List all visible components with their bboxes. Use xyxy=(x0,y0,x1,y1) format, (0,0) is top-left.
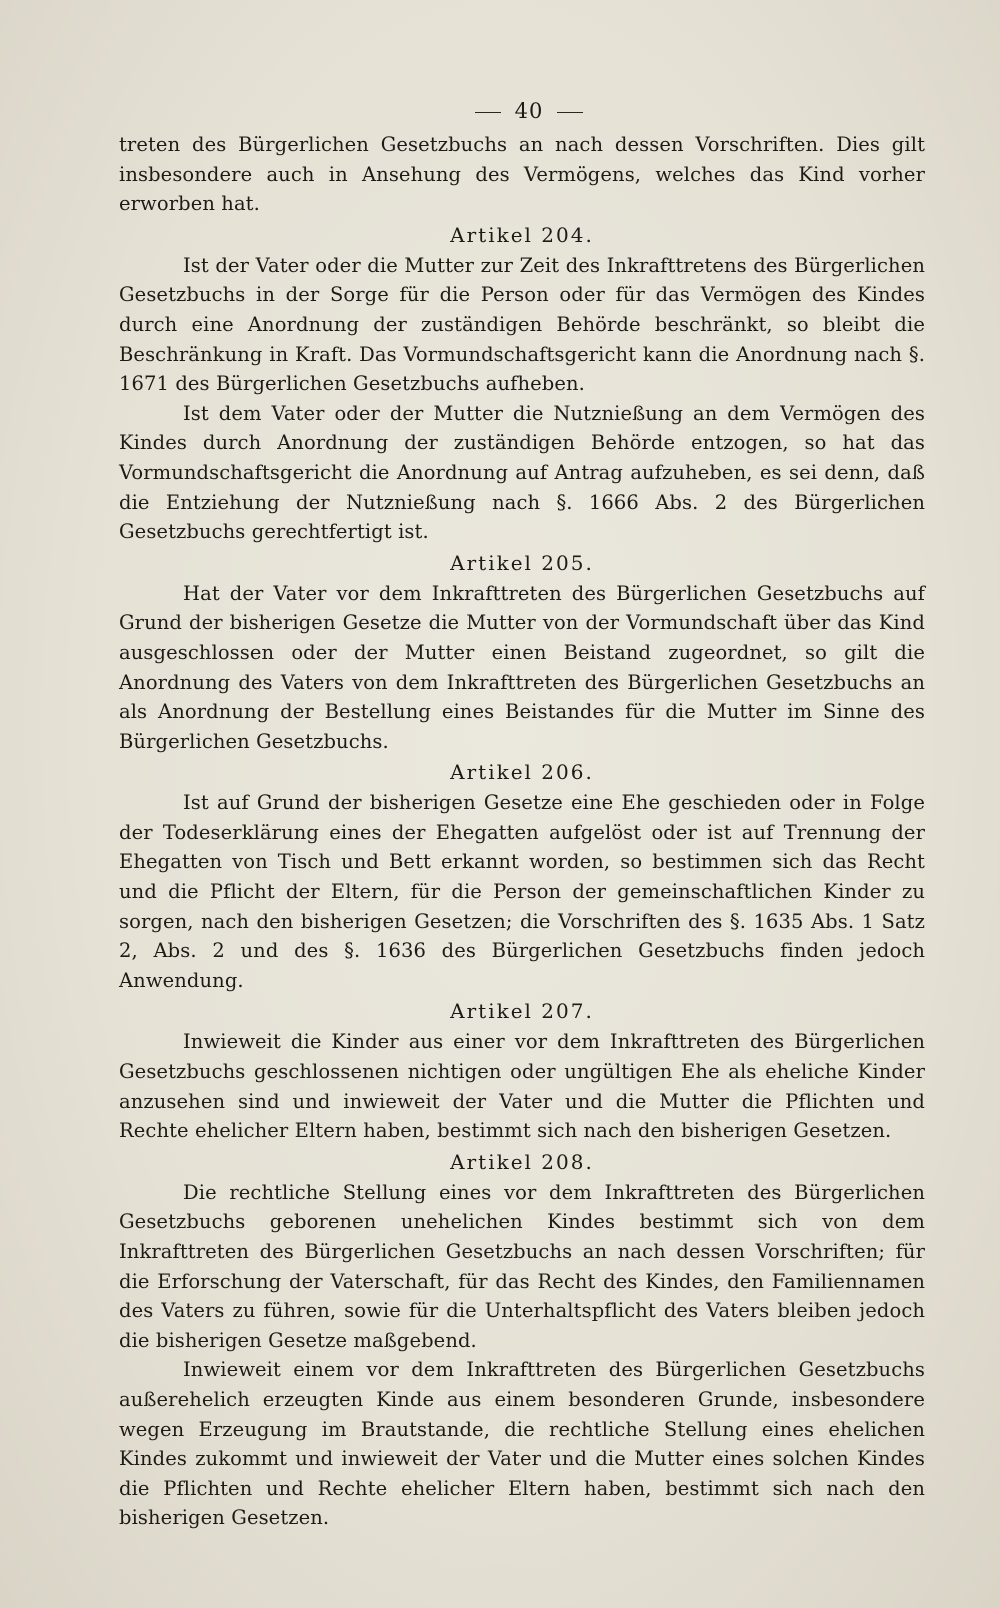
article-heading-205: Artikel 205. xyxy=(450,550,594,575)
article-heading-208: Artikel 208. xyxy=(450,1149,594,1174)
article-heading-207: Artikel 207. xyxy=(450,999,594,1024)
paragraph: Ist auf Grund der bisherigen Gesetze eine Ehe geschieden oder in Folge der Todeserklärung eines der Ehegatten aufgelöst oder ist auf Trennung der Ehegatten von Tisch und Bett erkannt worden, so bestimmen sich das Recht und die Pflicht der Eltern, für die Person der gemeinschaftlichen Kinder zu sorgen, nach den bisherigen Gesetzen; die Vorschriften des §. 1635 Abs. 1 Satz 2, Abs. 2 und des §. 1636 des Bürgerlichen Gesetzbuchs finden jedoch Anwendung. xyxy=(119,791,925,992)
paragraph: Hat der Vater vor dem Inkrafttreten des Bürgerlichen Gesetzbuchs auf Grund der bisherigen Gesetze die Mutter von der Vormundschaft über das Kind ausgeschlossen oder der Mutter einen Beistand zugeordnet, so gilt die Anordnung des Vaters von dem Inkrafttreten des Bürgerlichen Gesetzbuchs an als Anordnung der Bestellung eines Beistandes für die Mutter im Sinne des Bürgerlichen Gesetzbuchs. xyxy=(119,581,925,753)
paragraph: Inwieweit einem vor dem Inkrafttreten des Bürgerlichen Gesetzbuchs außerehelich erzeugten Kinde aus einem besonderen Grunde, insbesondere wegen Erzeugung im Brautstande, die rechtliche Stellung eines ehelichen Kindes zukommt und inwieweit der Vater und die Mutter eines solchen Kindes die Pflichten und Rechte ehelicher Eltern haben, bestimmt sich nach den bisherigen Gesetzen. xyxy=(119,1358,925,1530)
paragraph: Ist der Vater oder die Mutter zur Zeit des Inkrafttretens des Bürgerlichen Gesetzbuchs in der Sorge für die Person oder für das Vermögen des Kindes durch eine Anordnung der zuständigen Behörde beschränkt, so bleibt die Beschränkung in Kraft. Das Vormundschaftsgericht kann die Anordnung nach §. 1671 des Bürgerlichen Gesetzbuchs aufheben. xyxy=(119,253,925,396)
paragraph: Ist dem Vater oder der Mutter die Nutznießung an dem Vermögen des Kindes durch Anordnung der zuständigen Behörde entzogen, so hat das Vormundschaftsgericht die Anordnung auf Antrag aufzuheben, es sei denn, daß die Entziehung der Nutznießung nach §. 1666 Abs. 2 des Bürgerlichen Gesetzbuchs gerechtfertigt ist. xyxy=(119,401,925,544)
paragraph: Die rechtliche Stellung eines vor dem Inkrafttreten des Bürgerlichen Gesetzbuchs geborenen unehelichen Kindes bestimmt sich von dem Inkrafttreten des Bürgerlichen Gesetzbuchs an nach dessen Vorschriften; für die Erforschung der Vaterschaft, für das Recht des Kindes, den Familiennamen des Vaters zu führen, sowie für die Unterhaltspflicht des Vaters bleiben jedoch die bisherigen Gesetze maßgebend. xyxy=(119,1180,925,1352)
page-number xyxy=(119,94,925,128)
page-number-value: 40 xyxy=(514,99,544,123)
page-text xyxy=(119,94,925,1533)
page-number-left-dash xyxy=(475,112,501,113)
article-heading-206: Artikel 206. xyxy=(450,760,594,785)
page-number-right-dash xyxy=(557,112,583,113)
article-heading-204: Artikel 204. xyxy=(450,222,594,247)
paragraph-continuation: treten des Bürgerlichen Gesetzbuchs an nach dessen Vorschriften. Dies gilt insbesondere auch in Ansehung des Vermögens, welches das Kind vorher erworben hat. xyxy=(119,133,925,216)
paragraph: Inwieweit die Kinder aus einer vor dem Inkrafttreten des Bürgerlichen Gesetzbuchs geschlossenen nichtigen oder ungültigen Ehe als eheliche Kinder anzusehen sind und inwieweit der Vater und die Mutter die Pflichten und Rechte ehelicher Eltern haben, bestimmt sich nach den bisherigen Gesetzen. xyxy=(119,1030,925,1143)
